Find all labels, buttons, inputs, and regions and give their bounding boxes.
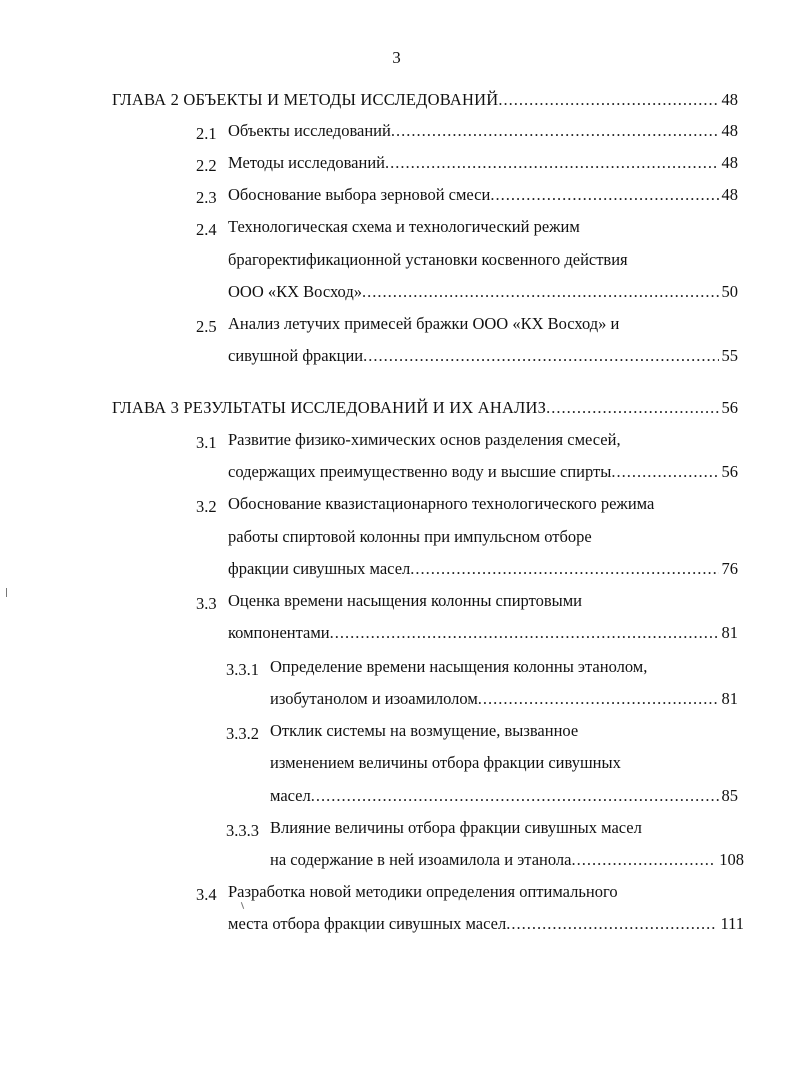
chapter-3-page: 56	[721, 398, 738, 417]
chapter-3-title: ГЛАВА 3 РЕЗУЛЬТАТЫ ИССЛЕДОВАНИЙ И ИХ АНАЛИЗ	[112, 398, 547, 417]
section-number: 2.1	[196, 124, 217, 143]
section-title-continued: места отбора фракции сивушных масел	[228, 914, 507, 933]
section-title-continued: изменением величины отбора фракции сивушных	[270, 753, 621, 772]
toc-section-3-4-line-2	[228, 914, 744, 938]
chapter-2-page: 48	[721, 90, 738, 109]
leader-dots	[611, 462, 718, 482]
page-number: 3	[392, 48, 401, 67]
section-title-continued: брагоректификационной установки косвенного действия	[228, 250, 628, 269]
leader-dots	[478, 689, 719, 709]
leader-dots	[363, 346, 718, 366]
toc-section-3-2-line-3	[228, 559, 738, 583]
section-number: 3.3.2	[226, 724, 259, 743]
section-number: 2.5	[196, 317, 217, 336]
section-title-continued: содержащих преимущественно воду и высшие спирты	[228, 462, 612, 481]
section-title: Обоснование выбора зерновой смеси	[228, 185, 491, 204]
section-number: 3.3	[196, 594, 217, 613]
section-number: 3.3.3	[226, 821, 259, 840]
section-page: 76	[721, 559, 738, 578]
leader-dots	[546, 398, 718, 418]
section-page: 85	[721, 786, 738, 805]
toc-section-3-3-1-line-1	[270, 657, 738, 681]
section-title: Оценка времени насыщения колонны спиртовыми	[228, 591, 582, 610]
section-number: 3.3.1	[226, 660, 259, 679]
section-title: Отклик системы на возмущение, вызванное	[270, 721, 579, 740]
toc-section-3-4-line-1	[228, 882, 744, 906]
toc-section-3-2-line-1	[228, 494, 738, 518]
leader-dots	[330, 623, 719, 643]
toc-section-3-3-2-line-2	[270, 753, 738, 777]
section-number: 3.1	[196, 433, 217, 452]
section-title: Развитие физико-химических основ разделения смесей,	[228, 430, 621, 449]
toc-section-3-3-3-line-2	[270, 850, 744, 874]
toc-section-3-3-3-line-1	[270, 818, 744, 842]
toc-section-2-4-line-1	[228, 217, 738, 241]
toc-section-3-3-1-line-2	[270, 689, 738, 713]
section-page: 48	[721, 185, 738, 204]
section-title-continued: ООО «КХ Восход»	[228, 282, 362, 301]
section-title: Влияние величины отбора фракции сивушных масел	[270, 818, 642, 837]
toc-chapter-3	[112, 398, 738, 422]
leader-dots	[311, 786, 719, 806]
section-title: Разработка новой методики определения оптимального	[228, 882, 618, 901]
section-title-continued: на содержание в ней изоамилола и этанола	[270, 850, 572, 869]
section-title-continued: фракции сивушных масел	[228, 559, 411, 578]
toc-section-2-4-line-3	[228, 282, 738, 306]
section-page: 111	[720, 914, 744, 933]
section-page: 55	[721, 346, 738, 365]
leader-dots	[506, 914, 717, 934]
section-page: 56	[721, 462, 738, 481]
section-page: 81	[721, 689, 738, 708]
leader-dots	[490, 185, 718, 205]
toc-section-3-1-line-2	[228, 462, 738, 486]
toc-section-2-1	[228, 121, 738, 145]
section-number: 2.3	[196, 188, 217, 207]
leader-dots	[410, 559, 718, 579]
leader-dots	[391, 121, 719, 141]
section-title: Определение времени насыщения колонны этанолом,	[270, 657, 648, 676]
section-number: 3.2	[196, 497, 217, 516]
toc-section-3-3-line-1	[228, 591, 738, 615]
toc-section-2-3	[228, 185, 738, 209]
leader-dots	[385, 153, 719, 173]
toc-chapter-2	[112, 90, 738, 114]
leader-dots	[362, 282, 719, 302]
section-page: 48	[721, 153, 738, 172]
scan-speck	[6, 588, 7, 597]
section-page: 81	[721, 623, 738, 642]
leader-dots	[571, 850, 716, 870]
toc-section-2-4-line-2	[228, 250, 738, 274]
section-title: Технологическая схема и технологический режим	[228, 217, 580, 236]
section-page: 50	[721, 282, 738, 301]
toc-section-3-3-2-line-1	[270, 721, 738, 745]
toc-section-2-5-line-1	[228, 314, 738, 338]
section-number: 3.4	[196, 885, 217, 904]
toc-section-3-1-line-1	[228, 430, 738, 454]
section-title-continued: работы спиртовой колонны при импульсном отборе	[228, 527, 592, 546]
section-title: Обоснование квазистационарного технологического режима	[228, 494, 655, 513]
section-title-continued: масел	[270, 786, 311, 805]
toc-section-2-5-line-2	[228, 346, 738, 370]
leader-dots	[498, 90, 718, 110]
toc-section-3-3-line-2	[228, 623, 738, 647]
section-title: Методы исследований	[228, 153, 385, 172]
section-page: 108	[719, 850, 744, 869]
section-page: 48	[721, 121, 738, 140]
section-title-continued: компонентами	[228, 623, 330, 642]
section-number: 2.4	[196, 220, 217, 239]
toc-section-2-2	[228, 153, 738, 177]
section-title: Анализ летучих примесей бражки ООО «КХ Восход» и	[228, 314, 620, 333]
section-title-continued: сивушной фракции	[228, 346, 364, 365]
section-title-continued: изобутанолом и изоамилолом	[270, 689, 478, 708]
toc-section-3-3-2-line-3	[270, 786, 738, 810]
section-title: Объекты исследований	[228, 121, 391, 140]
section-number: 2.2	[196, 156, 217, 175]
chapter-2-title: ГЛАВА 2 ОБЪЕКТЫ И МЕТОДЫ ИССЛЕДОВАНИЙ	[112, 90, 499, 109]
toc-section-3-2-line-2	[228, 527, 738, 551]
